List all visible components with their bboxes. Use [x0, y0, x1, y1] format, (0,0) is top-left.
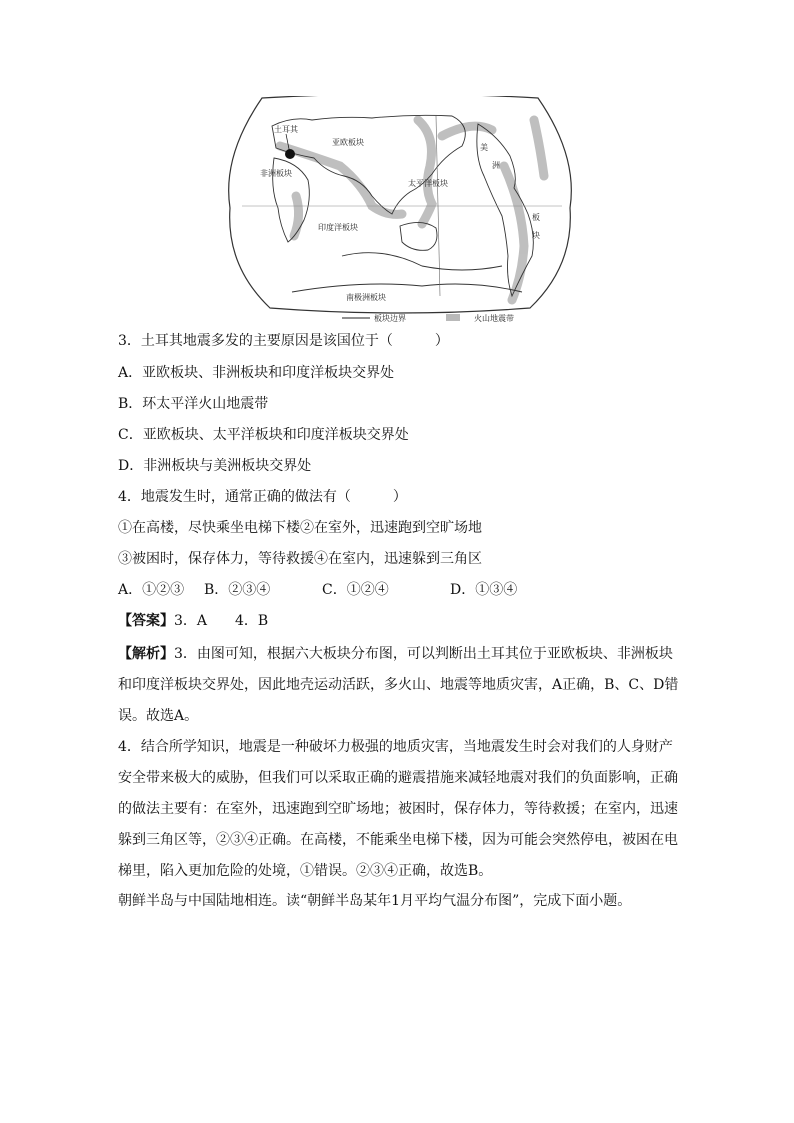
q3-option-c: C．亚欧板块、太平洋板块和印度洋板块交界处	[118, 427, 409, 443]
q4-options	[118, 580, 517, 600]
label-turkey: 土耳其	[274, 125, 298, 134]
label-african-plate: 非洲板块	[260, 169, 292, 178]
q3-option-d: D．非洲板块与美洲板块交界处	[118, 458, 312, 474]
label-antarctic-plate: 南极洲板块	[346, 293, 386, 302]
analysis-block	[118, 639, 678, 887]
label-eurasian-plate: 亚欧板块	[332, 138, 364, 147]
q4-option-b: B．②③④	[204, 582, 271, 598]
q3-option-a: A．亚欧板块、非洲板块和印度洋板块交界处	[118, 365, 395, 381]
label-indian-plate: 印度洋板块	[318, 223, 358, 232]
next-question-intro: 朝鲜半岛与中国陆地相连。读“朝鲜半岛某年1月平均气温分布图”，完成下面小题。	[118, 893, 632, 909]
analysis-line-5: 安全带来极大的威胁，但我们可以采取正确的避震措施来减轻地震对我们的负面影响，正确	[118, 770, 678, 786]
q4-option-c: C．①②④	[322, 582, 389, 598]
analysis-line-8: 梯里，陷入更加危险的处境，①错误。②③④正确，故选B。	[118, 863, 493, 879]
legend-boundary-label: 板块边界	[374, 314, 406, 323]
answer-text: 3．A 4．B	[174, 613, 269, 629]
plate-map-svg	[222, 96, 578, 326]
analysis-line-4: 4．结合所学知识，地震是一种破坏力极强的地质灾害，当地震发生时会对我们的人身财产	[118, 739, 673, 755]
answer-label: 【答案】	[118, 613, 174, 629]
q4-option-a: A．①②③	[118, 582, 185, 598]
q4-stem: 4．地震发生时，通常正确的做法有（ ）	[118, 489, 407, 505]
label-americas-1: 美	[480, 143, 488, 152]
label-americas-4: 块	[532, 231, 540, 240]
label-americas-2: 洲	[492, 161, 500, 170]
legend-volcano-label: 火山地震带	[474, 314, 514, 323]
analysis-line-3: 误。故选A。	[118, 708, 199, 724]
legend-volcano-swatch	[446, 314, 460, 321]
label-americas-3: 板	[532, 213, 540, 222]
analysis-line-1: 【解析】3．由图可知，根据六大板块分布图，可以判断出土耳其位于亚欧板块、非洲板块	[118, 646, 673, 662]
analysis-line-2: 和印度洋板块交界处，因此地壳运动活跃，多火山、地震等地质灾害，A正确，B、C、D错	[118, 677, 679, 693]
analysis-label: 【解析】	[118, 646, 174, 662]
analysis-line-6: 的做法主要有：在室外，迅速跑到空旷场地；被困时，保存体力，等待救援；在室内，迅速	[118, 801, 678, 817]
q4-option-d: D．①③④	[450, 582, 518, 598]
label-pacific-plate: 太平洋板块	[408, 179, 448, 188]
q4-statement-line-1: ①在高楼，尽快乘坐电梯下楼②在室外，迅速跑到空旷场地	[118, 520, 482, 536]
plate-map	[222, 96, 578, 326]
q4-statement-line-2: ③被困时，保存体力，等待救援④在室内，迅速躲到三角区	[118, 551, 482, 567]
q3-option-b: B．环太平洋火山地震带	[118, 396, 269, 412]
analysis-line-7: 躲到三角区等，②③④正确。在高楼，不能乘坐电梯下楼，因为可能会突然停电，被困在电	[118, 832, 678, 848]
answer-line	[118, 611, 268, 631]
q3-stem: 3．土耳其地震多发的主要原因是该国位于（ ）	[118, 333, 449, 349]
